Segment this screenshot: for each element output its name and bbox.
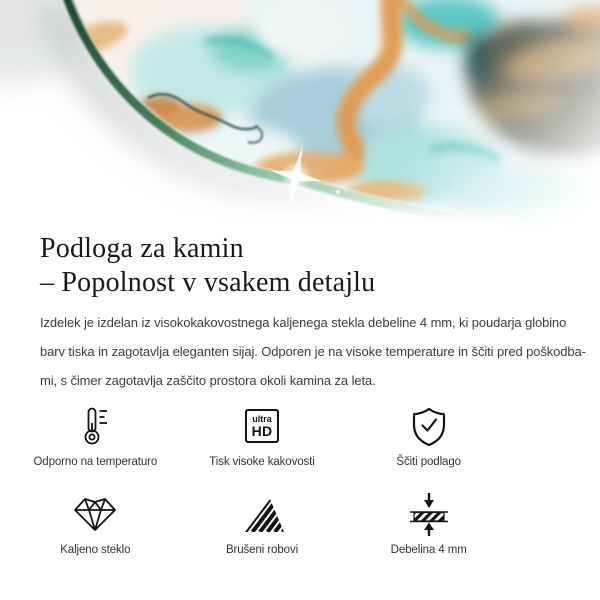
description-line: Izdelek je izdelan iz visokokakovostnega kaljenega stekla debeline 4 mm, ki poudarja globino: [40, 315, 567, 330]
feature-print-quality: [179, 399, 346, 485]
product-description-section: [0, 230, 600, 395]
feature-label: Odporno na temperaturo: [33, 456, 158, 468]
description-line: barv tiska in zagotavlja eleganten sijaj. Odporen je na visoke temperature in ščiti pred poškodba-: [40, 344, 586, 359]
description-line: mi, s čimer zagotavlja zaščito prostora okoli kamina za leta.: [40, 373, 376, 388]
diamond-icon: [72, 491, 118, 537]
product-photo-canvas: [0, 0, 600, 236]
feature-label: Brušeni robovi: [225, 544, 299, 556]
thickness-4mm-icon: [407, 491, 451, 537]
feature-protects-surface: [345, 399, 512, 485]
feature-polished-edges: [179, 487, 346, 573]
page-title-line2: – Popolnost v vsakem detajlu: [40, 267, 376, 298]
feature-label: Tisk visoke kakovosti: [209, 456, 315, 468]
shield-check-icon: [411, 403, 447, 449]
product-description: [40, 308, 586, 395]
feature-tempered-glass: [12, 487, 179, 573]
brushed-edges-icon: [238, 491, 286, 537]
product-photo: [0, 0, 600, 236]
feature-label: Ščiti podlago: [396, 456, 461, 468]
ultra-hd-badge-icon: [245, 403, 279, 449]
page-title: [0, 230, 600, 300]
feature-label: Debelina 4 mm: [390, 544, 467, 556]
ultra-hd-badge-top-text: ultra: [252, 413, 272, 424]
page-title-line1: Podloga za kamin: [40, 233, 244, 264]
feature-label: Kaljeno steklo: [60, 544, 131, 556]
ultra-hd-badge-bottom-text: HD: [251, 422, 273, 439]
feature-grid: [12, 399, 512, 573]
feature-heat-resistant: [12, 399, 179, 485]
thermometer-icon: [82, 403, 108, 449]
feature-thickness: [345, 487, 512, 573]
